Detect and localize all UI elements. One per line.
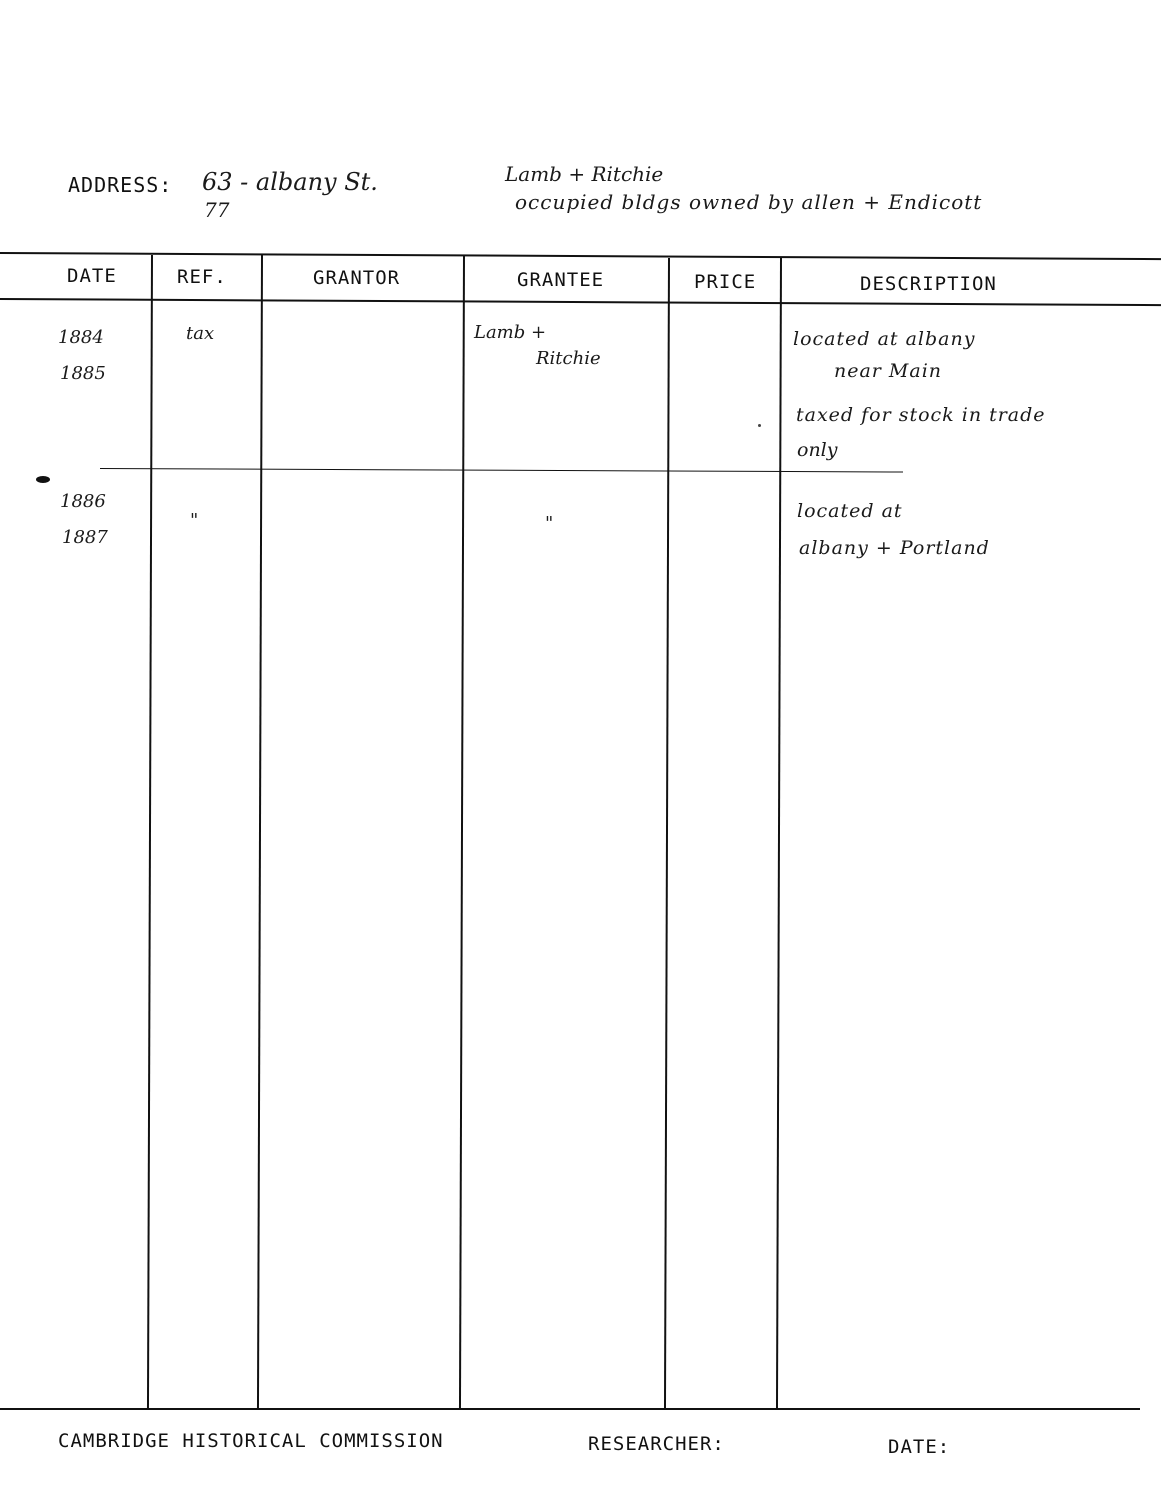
column-divider-4 — [664, 258, 670, 1410]
column-header-grantor: GRANTOR — [313, 267, 401, 289]
column-divider-2 — [257, 255, 263, 1410]
column-header-ref: REF. — [177, 266, 227, 288]
column-divider-5 — [776, 258, 782, 1410]
address-value: 63 - albany St. — [202, 168, 378, 196]
entry-1-description-line-3: taxed for stock in trade — [796, 404, 1046, 426]
footer-researcher-label: RESEARCHER: — [588, 1433, 725, 1455]
address-alt-number: 77 — [204, 198, 230, 222]
entry-separator — [100, 468, 903, 473]
column-divider-3 — [459, 255, 465, 1410]
occupant-note: Lamb + Ritchie — [505, 162, 664, 186]
margin-mark — [36, 476, 50, 483]
table-top-rule — [0, 252, 1161, 260]
entry-1-date-line-2: 1885 — [60, 363, 106, 384]
entry-1-grantee-line-2: Ritchie — [536, 348, 601, 369]
column-divider-1 — [147, 255, 153, 1410]
column-header-grantee: GRANTEE — [517, 269, 605, 291]
column-header-date: DATE — [67, 265, 117, 287]
column-header-description: DESCRIPTION — [860, 273, 997, 295]
footer-organization: CAMBRIDGE HISTORICAL COMMISSION — [58, 1430, 444, 1452]
entry-1-ref: tax — [186, 323, 215, 344]
ownership-note: occupied bldgs owned by allen + Endicott — [515, 190, 983, 214]
entry-1-description-line-4: only — [797, 439, 838, 461]
entry-2-date-line-2: 1887 — [62, 527, 108, 548]
address-label: ADDRESS: — [68, 173, 173, 197]
table-bottom-rule — [0, 1408, 1140, 1410]
entry-2-description-line-1: located at — [797, 500, 903, 522]
column-header-price: PRICE — [694, 271, 757, 293]
header-bottom-rule — [0, 298, 1161, 306]
entry-2-date-line-1: 1886 — [60, 491, 106, 512]
entry-2-description-line-2: albany + Portland — [799, 537, 990, 559]
entry-1-description-line-1: located at albany — [793, 328, 976, 350]
footer-date-label: DATE: — [888, 1436, 951, 1458]
stray-mark — [758, 424, 761, 427]
entry-2-grantee-ditto: " — [545, 513, 554, 534]
entry-2-ref-ditto: " — [190, 510, 199, 531]
entry-1-description-line-2: near Main — [834, 360, 943, 382]
entry-1-date-line-1: 1884 — [58, 327, 104, 348]
entry-1-grantee-line-1: Lamb + — [474, 322, 547, 343]
